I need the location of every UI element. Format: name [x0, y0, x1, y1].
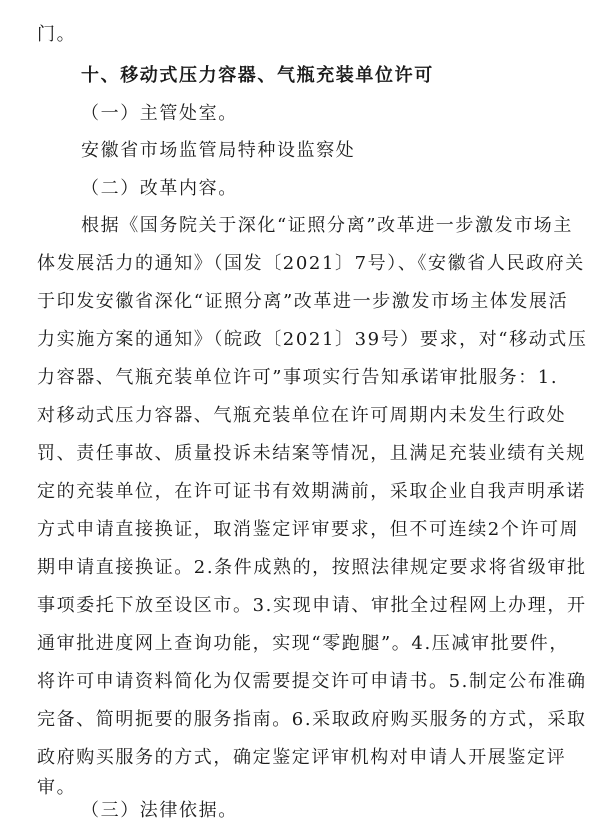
paragraph-line: 于印发安徽省深化“证照分离”改革进一步激发市场主体发展活 [37, 291, 569, 312]
paragraph-line: 体发展活力的通知》（国发〔2021〕7号）、《安徽省人民政府关 [37, 253, 585, 274]
paragraph-line: 完备、简明扼要的服务指南。6.采取政府购买服务的方式，采取 [37, 709, 587, 730]
paragraph-line: 对移动式压力容器、气瓶充装单位在许可周期内未发生行政处 [37, 405, 567, 426]
paragraph-line-last: 审。 [37, 777, 77, 798]
paragraph-line: 事项委托下放至设区市。3.实现申请、审批全过程网上办理，开 [37, 595, 587, 616]
subsection-heading-3: （三）法律依据。 [81, 800, 238, 821]
paragraph-line: 政府购买服务的方式，确定鉴定评审机构对申请人开展鉴定评 [37, 747, 567, 768]
paragraph-line: 将许可申请资料简化为仅需要提交许可申请书。5.制定公布准确 [37, 671, 587, 692]
text-line-continuation: 门。 [37, 24, 77, 45]
department-text: 安徽省市场监管局特种设监察处 [81, 140, 356, 161]
paragraph-line: 力容器、气瓶充装单位许可”事项实行告知承诺审批服务：1. [37, 367, 559, 388]
subsection-heading-1: （一）主管处室。 [81, 103, 238, 124]
paragraph-line: 根据《国务院关于深化“证照分离”改革进一步激发市场主 [81, 215, 574, 236]
section-heading: 十、移动式压力容器、气瓶充装单位许可 [81, 65, 434, 86]
paragraph-line: 通审批进度网上查询功能，实现“零跑腿”。4.压减审批要件， [37, 633, 569, 654]
paragraph-line: 力实施方案的通知》（皖政〔2021〕39号）要求，对“移动式压 [37, 329, 588, 350]
paragraph-line: 罚、责任事故、质量投诉未结案等情况，且满足充装业绩有关规 [37, 443, 586, 464]
paragraph-line: 期申请直接换证。2.条件成熟的，按照法律规定要求将省级审批 [37, 557, 587, 578]
paragraph-line: 定的充装单位，在许可证书有效期满前，采取企业自我声明承诺 [37, 481, 586, 502]
subsection-heading-2: （二）改革内容。 [81, 178, 238, 199]
paragraph-line: 方式申请直接换证，取消鉴定评审要求，但不可连续2个许可周 [37, 519, 580, 540]
